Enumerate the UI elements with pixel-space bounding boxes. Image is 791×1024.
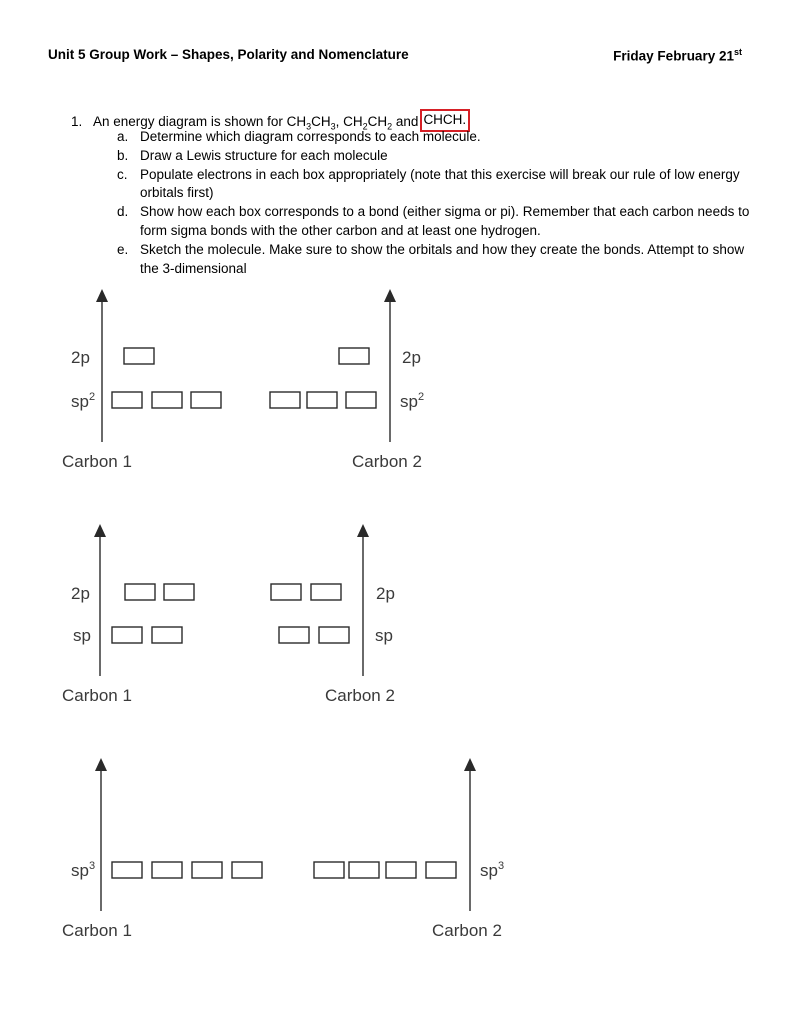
orbital-box (319, 627, 349, 643)
orbital-box (232, 862, 262, 878)
orbital-box (112, 627, 142, 643)
orbital-label-2p: 2p (71, 348, 90, 367)
formula-part: CH (367, 114, 388, 129)
orbital-base: sp (400, 392, 418, 411)
orbital-box (270, 392, 300, 408)
arrow-up-icon (94, 524, 106, 537)
orbital-box (152, 392, 182, 408)
orbital-label-2p: 2p (71, 584, 90, 603)
orbital-box (152, 862, 182, 878)
item-letter: e. (117, 241, 129, 257)
arrow-up-icon (357, 524, 369, 537)
orbital-superscript: 2 (88, 391, 96, 403)
orbital-box (314, 862, 344, 878)
item-letter: b. (117, 147, 129, 163)
orbital-box (311, 584, 341, 600)
item-text: Determine which diagram corresponds to each molecule. (140, 129, 481, 144)
item-letter: d. (117, 204, 129, 220)
question-intro: An energy diagram is shown for CH (93, 114, 307, 129)
question-number: 1. (71, 114, 83, 129)
carbon-2-label: Carbon 2 (325, 686, 395, 705)
orbital-label-2p: 2p (402, 348, 421, 367)
formula-separator: , CH (335, 114, 363, 129)
arrow-up-icon (96, 289, 108, 302)
orbital-box (307, 392, 337, 408)
item-letter: c. (117, 166, 128, 182)
orbital-base: sp (71, 392, 89, 411)
orbital-box (426, 862, 456, 878)
formula-sub: 3 (330, 121, 336, 132)
orbital-superscript: 3 (88, 860, 96, 872)
arrow-up-icon (95, 758, 107, 771)
orbital-box (279, 627, 309, 643)
arrow-up-icon (384, 289, 396, 302)
formula-sub: 3 (306, 121, 312, 132)
item-text: Show how each box corresponds to a bond (either sigma or pi). Remember that each carbon needs to form sigma bonds with the other carbon and at least one hydrogen. (140, 204, 750, 238)
item-text: Draw a Lewis structure for each molecule (140, 147, 388, 163)
energy-diagram-sp2 (62, 289, 424, 471)
date-suffix: st (733, 47, 742, 57)
orbital-box (191, 392, 221, 408)
orbital-box (124, 348, 154, 364)
orbital-box (349, 862, 379, 878)
date-text: Friday February 21 (613, 48, 734, 64)
formula-part: CH (311, 114, 331, 129)
orbital-box (386, 862, 416, 878)
orbital-box (271, 584, 301, 600)
formula-sub: 2 (362, 121, 368, 132)
orbital-label-sp3 (71, 860, 95, 880)
orbital-base: sp (480, 861, 498, 880)
energy-diagram-sp (62, 524, 395, 705)
orbital-superscript: 3 (497, 860, 505, 872)
orbital-label-sp2 (71, 391, 95, 411)
item-text: Sketch the molecule. Make sure to show the orbitals and how they create the bonds. Attempt to show the 3-dimensional (140, 241, 745, 276)
carbon-2-label: Carbon 2 (432, 921, 502, 940)
orbital-box (192, 862, 222, 878)
orbital-label-2p: 2p (376, 584, 395, 603)
energy-diagram-sp3 (62, 758, 504, 940)
item-text: Populate electrons in each box appropriately (note that this exercise will break our rule of low energy orbitals first) (140, 166, 740, 201)
formula-separator: and (392, 114, 419, 129)
orbital-label-sp: sp (73, 626, 91, 645)
orbital-label-sp: sp (375, 626, 393, 645)
orbital-box (346, 392, 376, 408)
orbital-box (164, 584, 194, 600)
carbon-2-label: Carbon 2 (352, 452, 422, 471)
arrow-up-icon (464, 758, 476, 771)
orbital-box (112, 862, 142, 878)
document-title: Unit 5 Group Work – Shapes, Polarity and Nomenclature (48, 47, 409, 62)
orbital-box (152, 627, 182, 643)
highlighted-molecule: CHCH. (420, 109, 470, 132)
carbon-1-label: Carbon 1 (62, 686, 132, 705)
carbon-1-label: Carbon 1 (62, 921, 132, 940)
orbital-superscript: 2 (417, 391, 425, 403)
orbital-base: sp (71, 861, 89, 880)
orbital-label-sp3 (480, 860, 504, 880)
orbital-box (125, 584, 155, 600)
orbital-box (112, 392, 142, 408)
orbital-label-sp2 (400, 391, 424, 411)
formula-sub: 2 (387, 121, 393, 132)
orbital-box (339, 348, 369, 364)
item-letter: a. (117, 129, 129, 144)
carbon-1-label: Carbon 1 (62, 452, 132, 471)
